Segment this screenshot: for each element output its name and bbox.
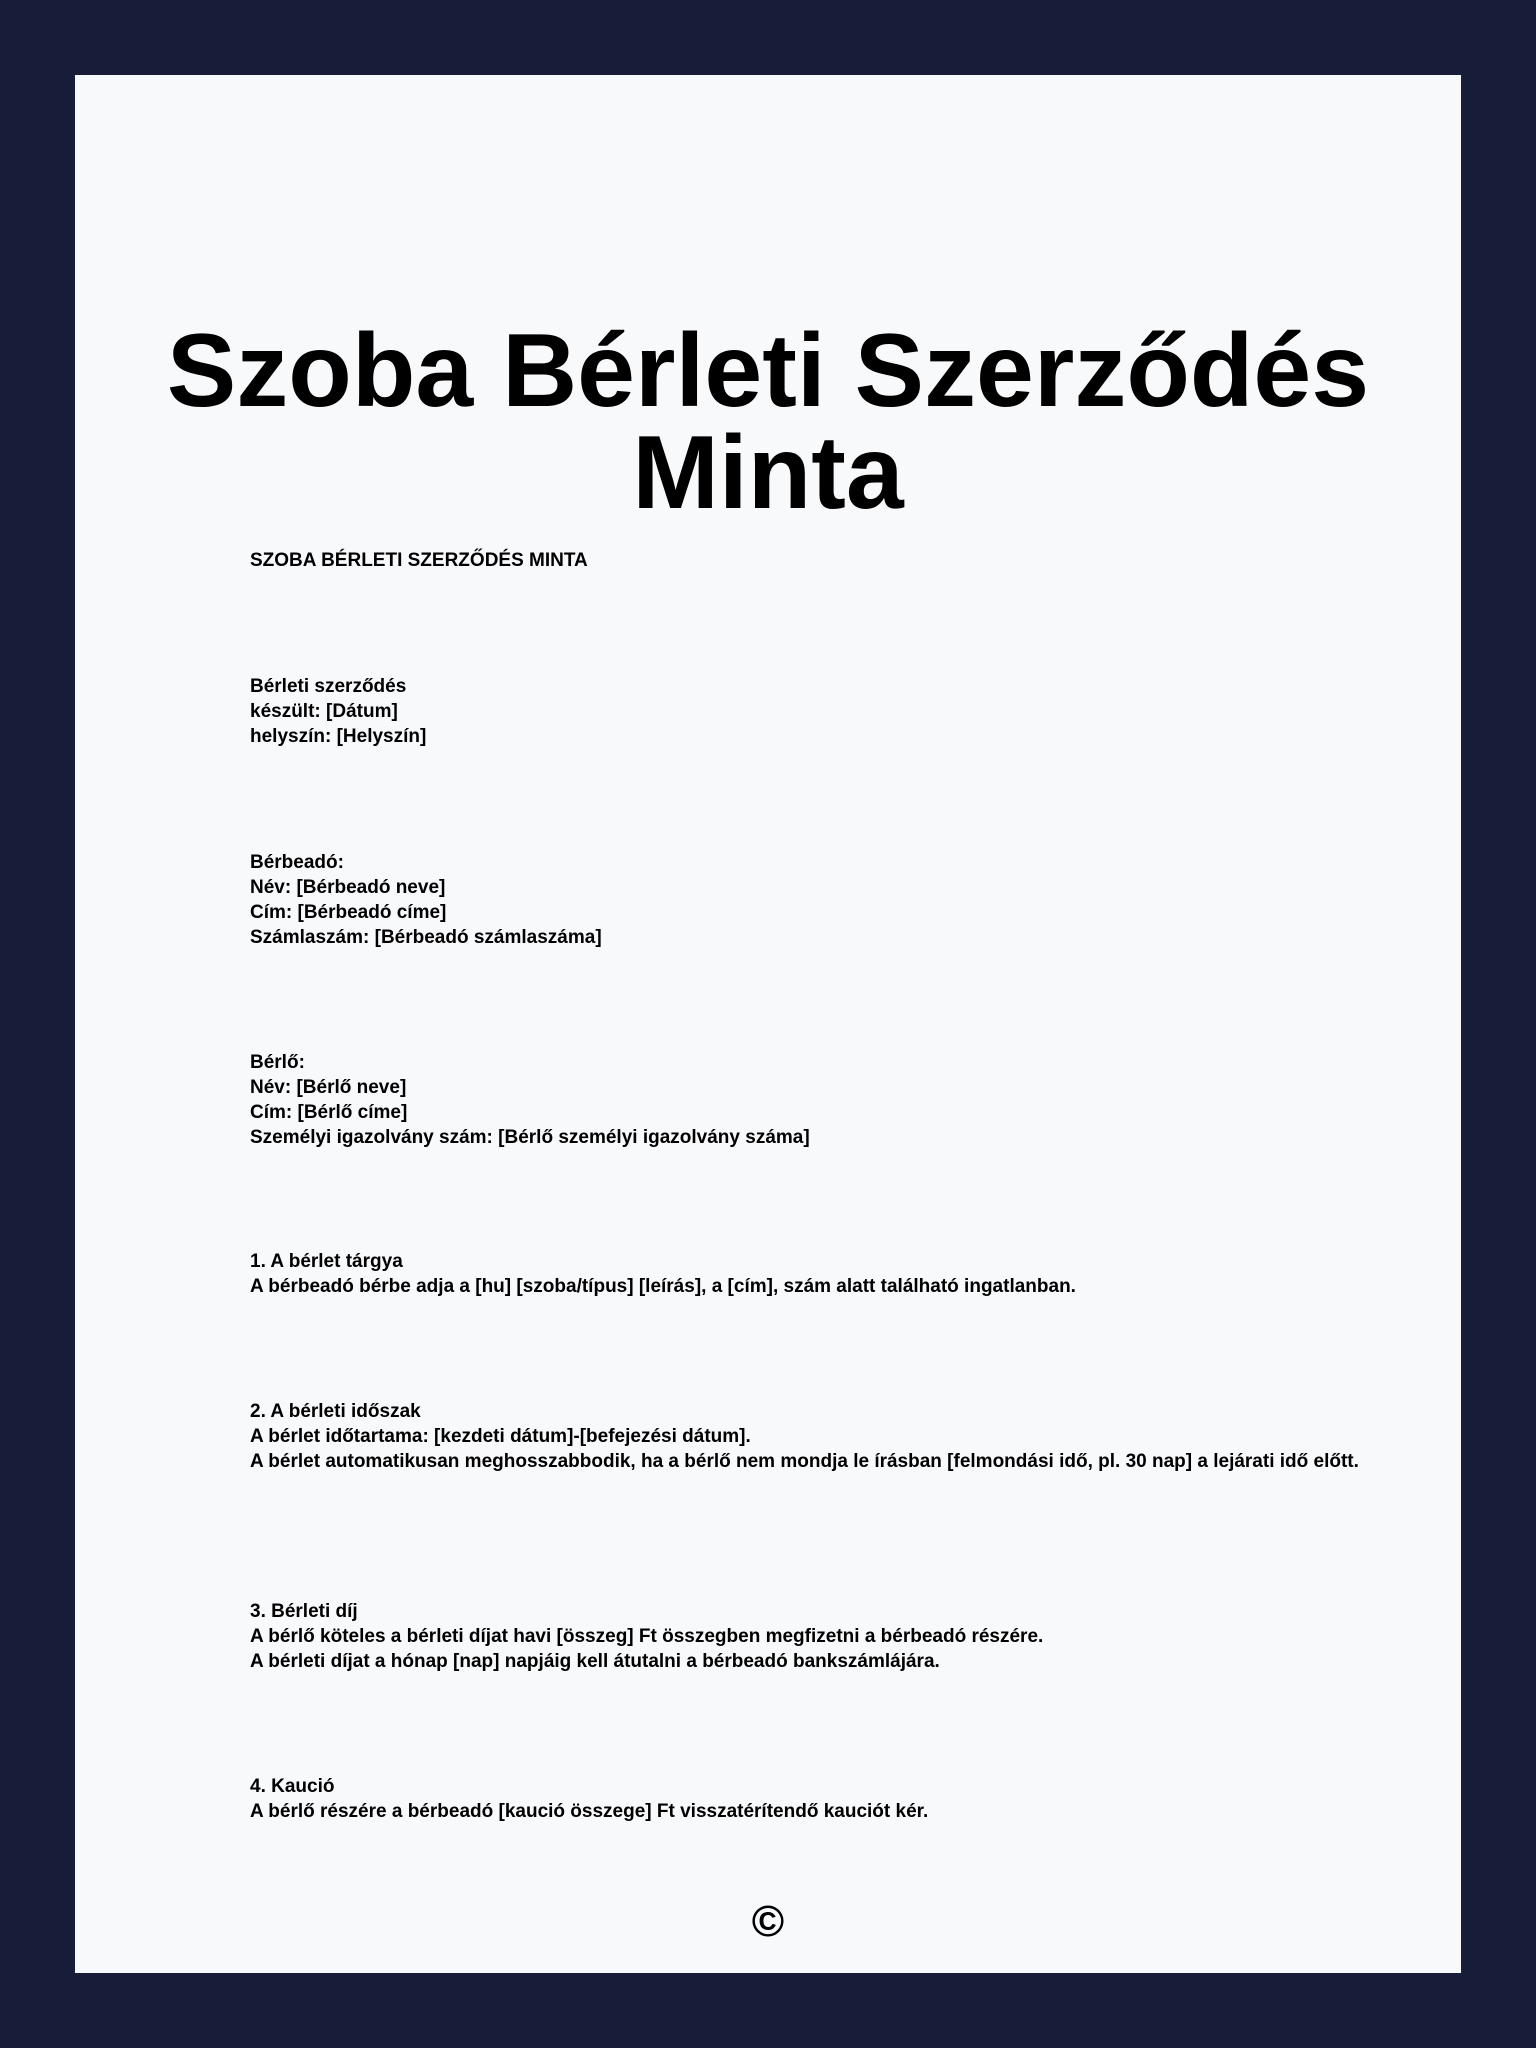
tenant-block: Bérlő: Név: [Bérlő neve] Cím: [Bérlő címe] Személyi igazolvány szám: [Bérlő személyi igazolvány száma] bbox=[250, 1052, 810, 1148]
section-rental-period: 2. A bérleti időszak A bérlet időtartama: [kezdeti dátum]-[befejezési dátum]. A bérlet automatikusan meghosszabbodik, ha a bérlő nem mondja le írásban [felmondási idő, pl. 30 nap] a lejárati idő előtt. bbox=[250, 1401, 1359, 1472]
document-title: Szoba Bérleti Szerződés Minta bbox=[166, 313, 1370, 531]
section-deposit: 4. Kaució A bérlő részére a bérbeadó [kaució összege] Ft visszatérítendő kauciót kér. bbox=[250, 1776, 929, 1822]
contract-meta-block: Bérleti szerződés készült: [Dátum] helyszín: [Helyszín] bbox=[250, 676, 427, 747]
document-heading: SZOBA BÉRLETI SZERZŐDÉS MINTA bbox=[250, 550, 588, 571]
document-page bbox=[75, 75, 1461, 1973]
copyright-icon: © bbox=[751, 1897, 785, 1946]
section-rent-fee: 3. Bérleti díj A bérlő köteles a bérleti díjat havi [összeg] Ft összegben megfizetni a bérbeadó részére. A bérleti díjat a hónap [nap] napjáig kell átutalni a bérbeadó bankszámlájára. bbox=[250, 1601, 1044, 1672]
section-rental-subject: 1. A bérlet tárgya A bérbeadó bérbe adja a [hu] [szoba/típus] [leírás], a [cím], szám alatt található ingatlanban. bbox=[250, 1251, 1076, 1297]
landlord-block: Bérbeadó: Név: [Bérbeadó neve] Cím: [Bérbeadó címe] Számlaszám: [Bérbeadó számlaszáma] bbox=[250, 852, 602, 948]
